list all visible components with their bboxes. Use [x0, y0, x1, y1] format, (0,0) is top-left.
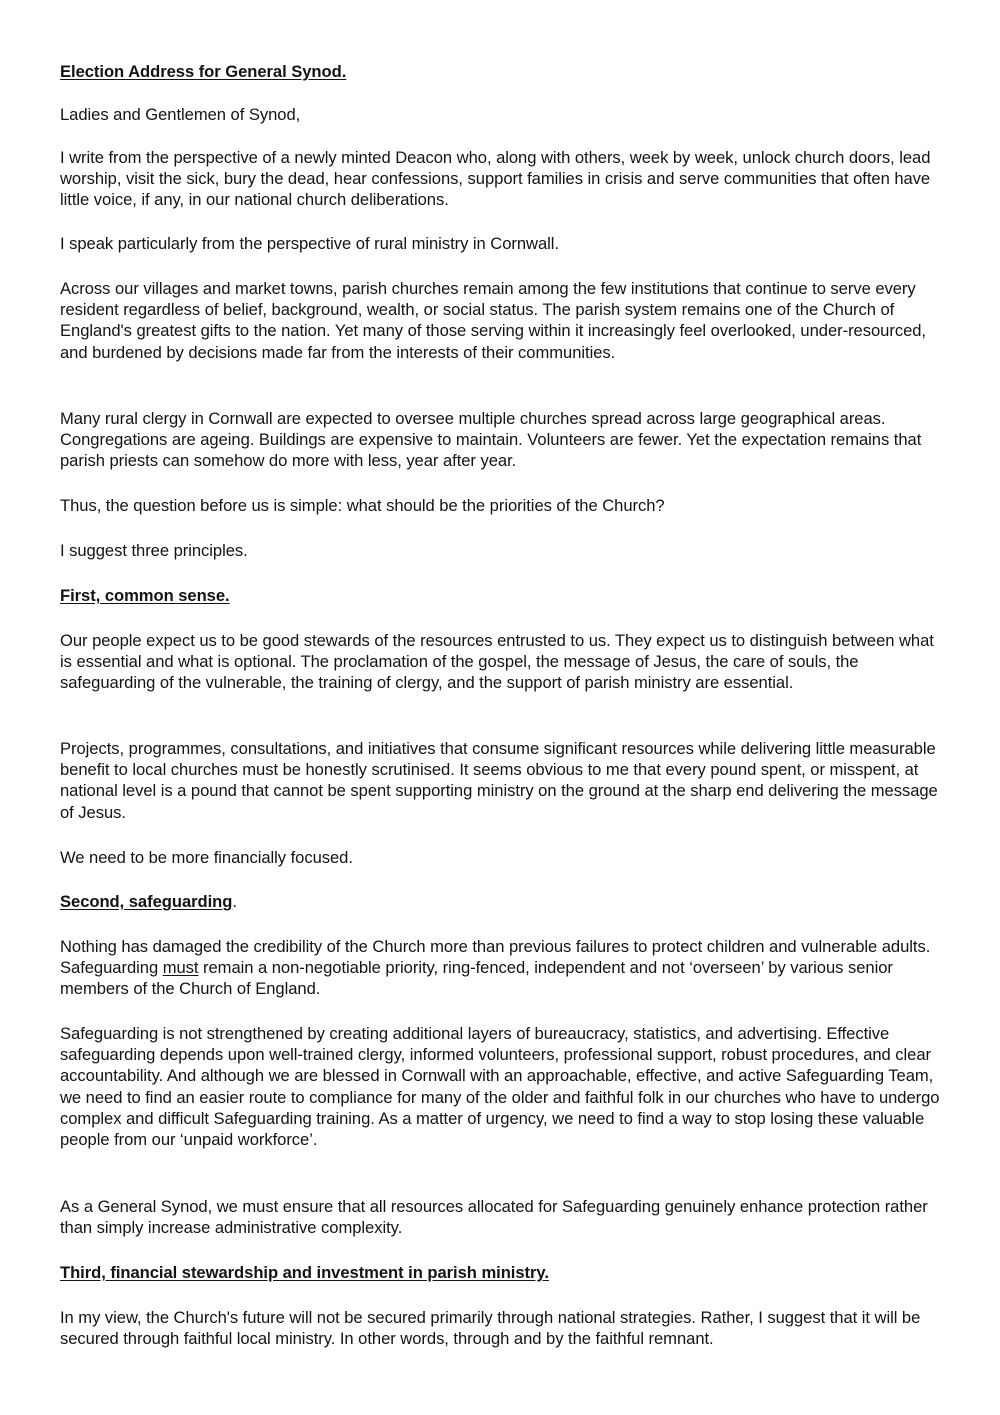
common-sense-paragraph-3: We need to be more financially focused. — [60, 848, 353, 867]
emphasis-must: must — [162, 958, 199, 978]
section-heading-safeguarding — [60, 891, 940, 912]
intro-paragraph-6: I suggest three principles. — [60, 541, 248, 560]
intro-paragraph-5: Thus, the question before us is simple: what should be the priorities of the Church? — [60, 496, 665, 515]
intro-paragraph-4: Many rural clergy in Cornwall are expected to oversee multiple churches spread across large geographical areas. Congregations are ageing. Buildings are expensive to maintain. Volunteers are fewer. Yet the expectation remains that parish priests can somehow do more with less, year after year. — [60, 409, 922, 471]
safeguarding-paragraph-1-end: remain a non-negotiable priority, ring-fenced, independent and not ‘overseen’ by various senior members of the Church of England. — [60, 958, 893, 999]
common-sense-paragraph-2: Projects, programmes, consultations, and initiatives that consume significant resources while delivering little measurable benefit to local churches must be honestly scrutinised. It seems obvious to me that every pound spent, or misspent, at national level is a pound that cannot be spent supporting ministry on the ground at the sharp end delivering the message of Jesus. — [60, 739, 938, 822]
document-title: Election Address for General Synod. — [60, 62, 347, 81]
intro-paragraph-2: I speak particularly from the perspective of rural ministry in Cornwall. — [60, 234, 560, 253]
common-sense-paragraph-1: Our people expect us to be good stewards of the resources entrusted to us. They expect us to distinguish between what is essential and what is optional. The proclamation of the gospel, the message of Jesus, the care of souls, the safeguarding of the vulnerable, the training of clergy, and the support of parish ministry are essential. — [60, 631, 934, 693]
section-heading-financial-stewardship: Third, financial stewardship and investment in parish ministry. — [60, 1263, 549, 1282]
safeguarding-heading-text: Second, safeguarding — [60, 892, 233, 911]
section-heading-common-sense: First, common sense. — [60, 586, 230, 605]
intro-paragraph-1: I write from the perspective of a newly minted Deacon who, along with others, week by week, unlock church doors, lead worship, visit the sick, bury the dead, hear confessions, support families in crisis and serve communities that often have little voice, if any, in our national church deliberations. — [60, 148, 931, 210]
financial-stewardship-paragraph-1: In my view, the Church's future will not be secured primarily through national strategies. Rather, I suggest that it will be secured through faithful local ministry. In other words, through and by the faithful remnant. — [60, 1308, 921, 1349]
safeguarding-heading-trail: . — [232, 892, 237, 911]
safeguarding-paragraph-1 — [60, 936, 940, 1000]
safeguarding-paragraph-3: As a General Synod, we must ensure that all resources allocated for Safeguarding genuinely enhance protection rather than simply increase administrative complexity. — [60, 1197, 928, 1238]
intro-paragraph-3: Across our villages and market towns, parish churches remain among the few institutions that continue to serve every resident regardless of belief, background, wealth, or social status. The parish system remains one of the Church of England's greatest gifts to the nation. Yet many of those serving within it increasingly feel overlooked, under-resourced, and burdened by decisions made far from the interests of their communities. — [60, 279, 926, 362]
safeguarding-paragraph-2: Safeguarding is not strengthened by creating additional layers of bureaucracy, statistics, and advertising. Effective safeguarding depends upon well-trained clergy, informed volunteers, professional support, robust procedures, and clear accountability. And although we are blessed in Cornwall with an approachable, effective, and active Safeguarding Team, we need to find an easier route to compliance for many of the older and faithful folk in our churches who have to undergo complex and difficult Safeguarding training. As a matter of urgency, we need to find a way to stop losing these valuable people from our ‘unpaid workforce’. — [60, 1024, 940, 1150]
safeguarding-paragraph-1-start: Nothing has damaged the credibility of the Church more than previous failures to protect children and vulnerable adults. Safeguarding — [60, 937, 931, 978]
salutation: Ladies and Gentlemen of Synod, — [60, 105, 301, 124]
